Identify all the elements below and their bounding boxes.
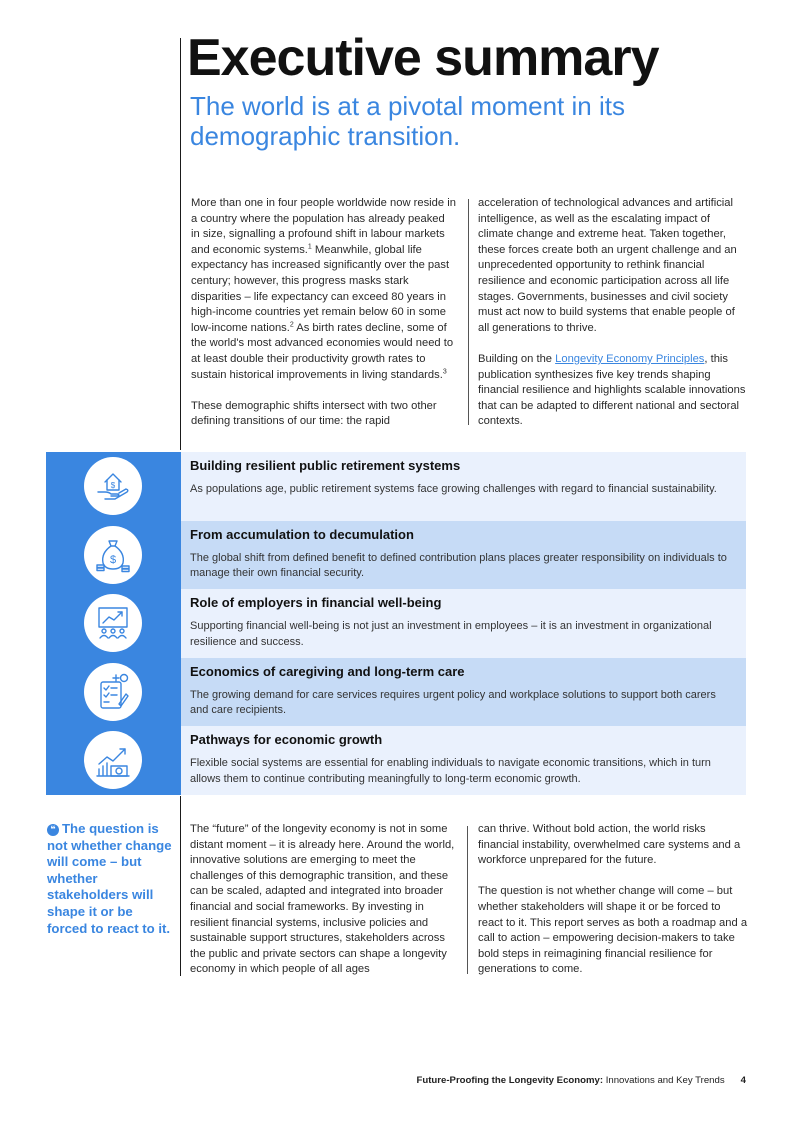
trend-icon-panel	[46, 589, 181, 658]
page-title: Executive summary	[187, 29, 659, 87]
trend-text	[181, 521, 746, 590]
trend-icon-panel	[46, 521, 181, 590]
closing-column-2	[478, 822, 748, 978]
intro-column-2	[478, 196, 748, 430]
trend-description: The growing demand for care services requires urgent policy and workplace solutions to support both carers and care recipients.	[190, 688, 716, 717]
footnote-ref[interactable]: 2	[289, 321, 294, 329]
closing-rule	[180, 796, 181, 976]
footnote-ref[interactable]: 3	[442, 367, 447, 375]
trend-item	[46, 589, 746, 658]
trend-title: From accumulation to decumulation	[190, 526, 414, 542]
page-subtitle: The world is at a pivotal moment in its demographic transition.	[190, 91, 625, 151]
trend-title: Pathways for economic growth	[190, 732, 383, 748]
trend-title: Economics of caregiving and long-term care	[190, 663, 465, 679]
trend-title: Role of employers in financial well-being	[190, 595, 442, 611]
report-subtitle: Innovations and Key Trends	[603, 1075, 725, 1086]
trend-text	[181, 589, 746, 658]
trend-description: Flexible social systems are essential for enabling individuals to navigate economic transitions, which in turn allows them to continue contributing meaningfully to long-term economic growth.	[190, 757, 711, 785]
trend-icon-panel	[46, 452, 181, 521]
trend-item	[46, 726, 746, 795]
page-number: 4	[740, 1075, 746, 1086]
title-rule	[180, 38, 181, 450]
care-checklist-icon	[84, 663, 142, 721]
intro-column-1	[191, 196, 456, 430]
trend-title: Building resilient public retirement systems	[190, 458, 461, 473]
closing-paragraph-2: can thrive. Without bold action, the world risks financial instability, overwhelmed care systems and a workforce unprepared for the future.	[478, 823, 741, 867]
page-footer	[417, 1075, 747, 1086]
trend-text	[181, 726, 746, 795]
closing-paragraph-3: The question is not whether change will come – but whether stakeholders will shape it or be forced to react to it. This report serves as both a roadmap and a call to action – empowering decision-makers to take bold steps in reimagining financial resilience for generations to come.	[478, 885, 748, 976]
intro-paragraph-2: These demographic shifts intersect with two other defining transitions of our time: the rapid	[191, 399, 437, 428]
trend-item	[46, 658, 746, 727]
intro-column-divider	[468, 199, 469, 425]
economic-growth-chart-icon	[84, 731, 142, 789]
quote-mark-icon: ❝	[47, 824, 59, 836]
closing-column-divider	[467, 826, 468, 974]
svg-text:$: $	[109, 553, 117, 566]
trend-text	[181, 452, 746, 521]
employees-growth-chart-icon	[84, 594, 142, 652]
longevity-principles-link[interactable]: Longevity Economy Principles	[555, 352, 705, 365]
closing-paragraph-1: The “future” of the longevity economy is not in some distant moment – it is already here. Around the world, innovative solutions are emerging to meet the challenges of this demographic transition, and these can be scaled, adapted and integrated into broader financial and social frameworks. By investing in resilient financial systems, inclusive policies and sustainable support structures, stakeholders across the public and private sectors can shape a longevity economy in which people of all ages	[190, 823, 455, 976]
trend-icon-panel	[46, 658, 181, 727]
trend-icon-panel	[46, 726, 181, 795]
trend-description: Supporting financial well-being is not just an investment in employees – it is an investment in organizational resilience and success.	[190, 620, 712, 648]
pull-quote	[47, 821, 175, 937]
footnote-ref[interactable]: 1	[307, 243, 312, 251]
svg-text:$: $	[110, 481, 116, 490]
money-bag-coins-icon	[84, 526, 142, 584]
pull-quote-text: The question is not whether change will come – but whether stakeholders will shape it or be forced to react to it.	[47, 821, 172, 936]
intro-paragraph-4: Building on the Longevity Economy Principles, this publication synthesizes five key trends shaping financial resilience and highlights scalable innovations that can be adapted to different national and sectoral contexts.	[478, 352, 746, 428]
trend-text	[181, 658, 746, 727]
trend-item	[46, 521, 746, 590]
intro-paragraph-3: acceleration of technological advances and artificial intelligence, as well as the escalating impact of climate change and extreme heat. Taken together, these forces create both an urgent challenge and an unprecedented opportunity to rethink financial resilience and economic participation across all life stages. Governments, businesses and civil society must act now to build systems that enable people of all generations to thrive.	[478, 197, 737, 334]
trend-item	[46, 452, 746, 521]
trend-description: The global shift from defined benefit to defined contribution plans places greater responsibility on individuals to manage their own financial security.	[190, 551, 727, 580]
hand-house-coin-icon	[84, 457, 142, 515]
trend-description: As populations age, public retirement systems face growing challenges with regard to financial sustainability.	[190, 483, 717, 495]
report-title: Future-Proofing the Longevity Economy:	[416, 1075, 604, 1086]
closing-column-1	[190, 822, 458, 978]
intro-paragraph-1: More than one in four people worldwide now reside in a country where the population has already peaked in size, signalling a profound shift in labour markets and economic systems.$^1$ Meanwhile, global life expectancy has increased significantly over the past century; however, this progress masks stark disparities – life expectancy can exceed 80 years in high-income countries yet remain below 60 in some low-income nations.$^2$ As birth rates decline, some of the world's most advanced economies would need to at least double their productivity growth rates to sustain historical improvements in living standards.$^3$	[191, 197, 456, 381]
key-trends-list	[46, 452, 746, 795]
